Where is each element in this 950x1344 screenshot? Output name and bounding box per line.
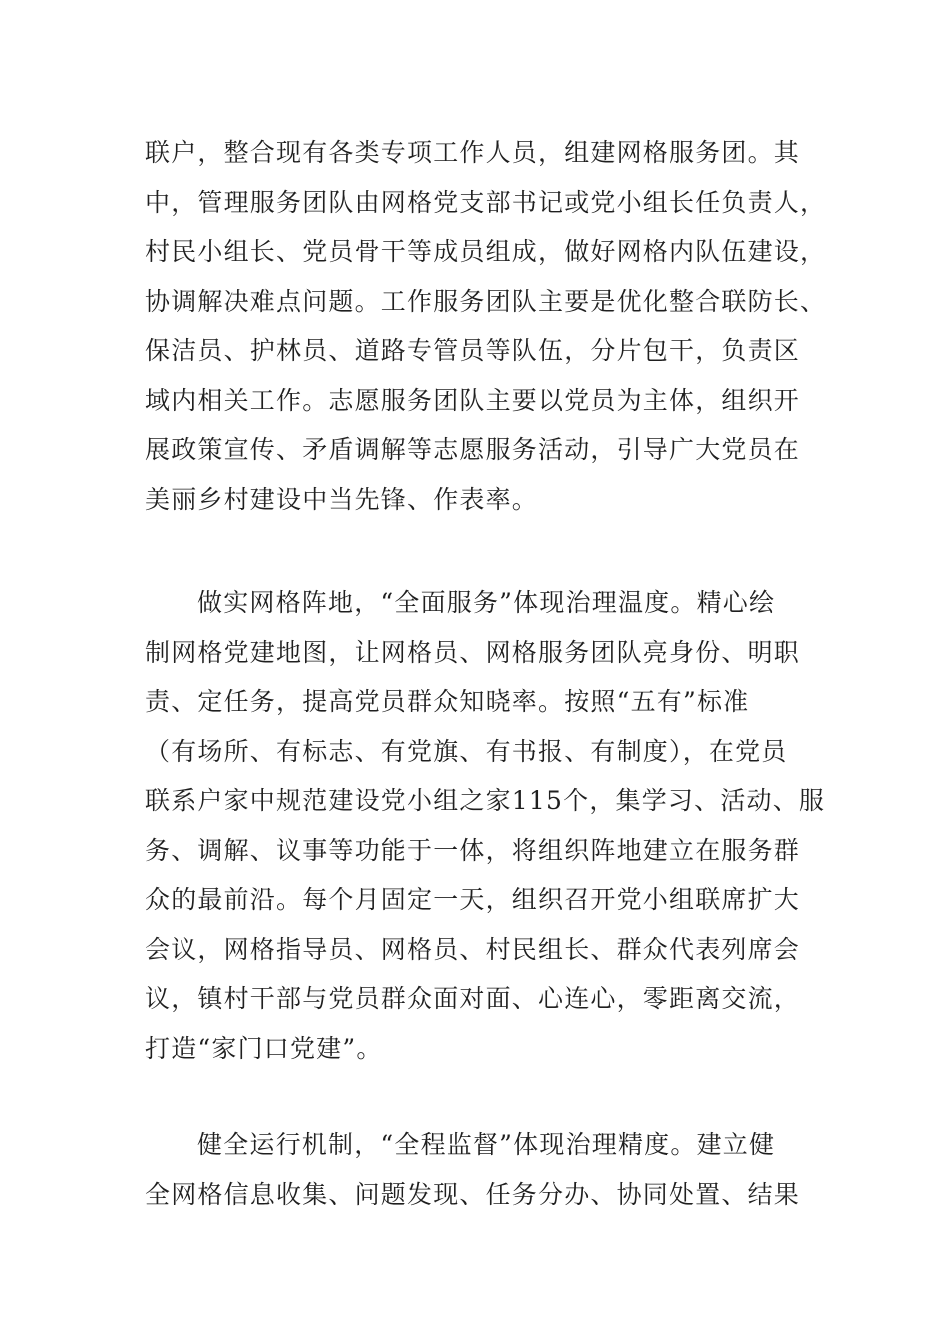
text-line: 联户，整合现有各类专项工作人员，组建网格服务团。其 <box>145 138 801 167</box>
text-line: 务、调解、议事等功能于一体，将组织阵地建立在服务群 <box>145 835 801 865</box>
text-line: （有场所、有标志、有党旗、有书报、有制度），在党员 <box>145 736 788 766</box>
text-line: 做实网格阵地，“全面服务”体现治理温度。精心绘 <box>197 588 776 617</box>
text-line: 村民小组长、党员骨干等成员组成，做好网格内队伍建设， <box>145 237 827 266</box>
text-line: 会议，网格指导员、网格员、村民组长、群众代表列席会 <box>145 934 801 964</box>
text-line: 保洁员、护林员、道路专管员等队伍，分片包干，负责区 <box>145 336 801 365</box>
text-line: 议，镇村干部与党员群众面对面、心连心，零距离交流， <box>145 984 801 1013</box>
paragraph-operation-mechanism <box>145 1120 825 1219</box>
text-line: 展政策宣传、矛盾调解等志愿服务活动，引导广大党员在 <box>145 435 801 464</box>
text-line: 中，管理服务团队由网格党支部书记或党小组长任负责人， <box>145 187 827 217</box>
text-line: 打造“家门口党建”。 <box>145 1033 383 1063</box>
text-line: 联系户家中规范建设党小组之家115个，集学习、活动、服 <box>145 786 826 815</box>
text-line: 制网格党建地图，让网格员、网格服务团队亮身份、明职 <box>145 637 801 667</box>
text-line: 健全运行机制，“全程监督”体现治理精度。建立健 <box>197 1130 776 1159</box>
text-line: 全网格信息收集、问题发现、任务分办、协同处置、结果 <box>145 1179 801 1209</box>
text-line: 美丽乡村建设中当先锋、作表率。 <box>145 484 539 514</box>
paragraph-grid-position <box>145 578 825 1073</box>
text-line: 责、定任务，提高党员群众知晓率。按照“五有”标准 <box>145 687 750 716</box>
paragraph-grid-service-team <box>145 128 825 524</box>
text-line: 众的最前沿。每个月固定一天，组织召开党小组联席扩大 <box>145 885 801 914</box>
text-line: 协调解决难点问题。工作服务团队主要是优化整合联防长、 <box>145 286 827 316</box>
text-line: 域内相关工作。志愿服务团队主要以党员为主体，组织开 <box>145 385 801 415</box>
